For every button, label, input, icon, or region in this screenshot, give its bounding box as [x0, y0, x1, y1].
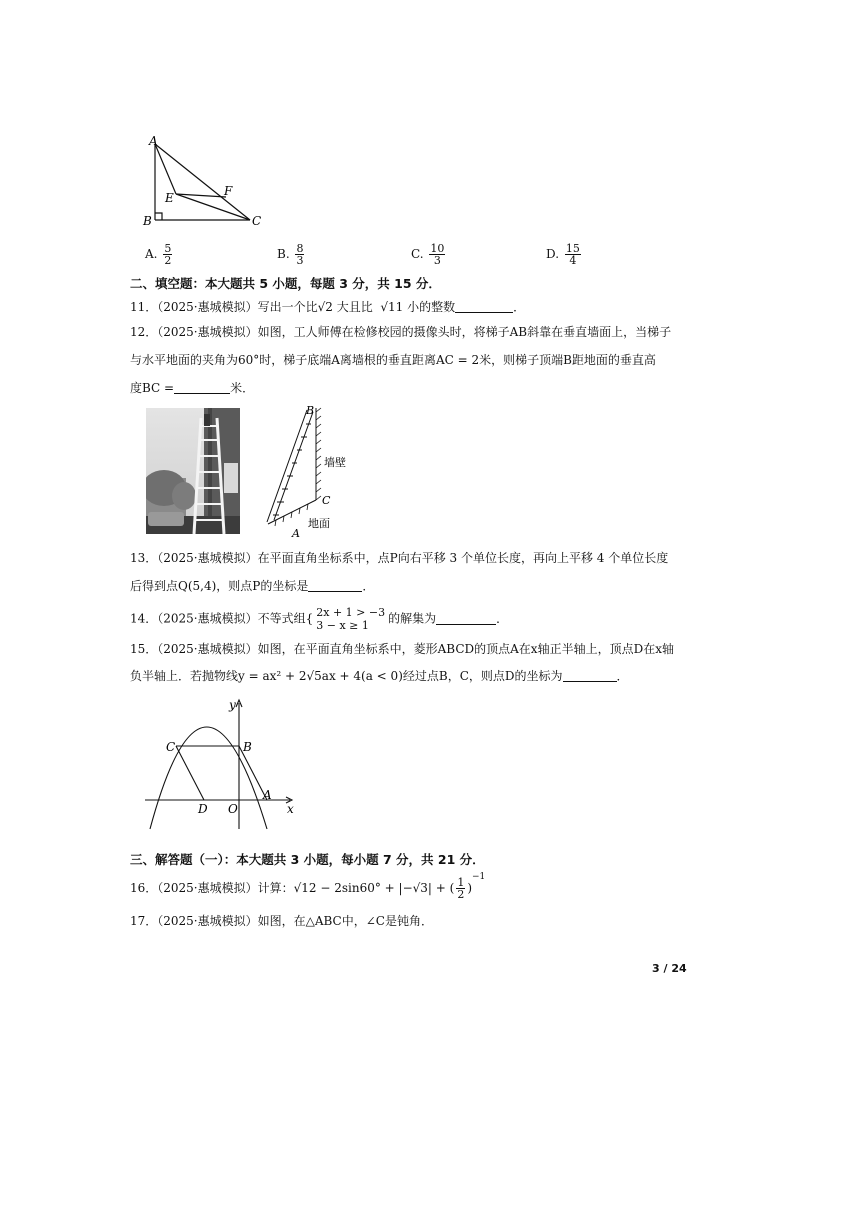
label-C: C — [252, 214, 262, 228]
question-13-line-1: 13．（2025·惠城模拟）在平面直角坐标系中，点P向右平移 3 个单位长度，再向上平移 4 个单位长度 — [130, 551, 669, 565]
answer-blank[interactable] — [563, 669, 617, 682]
question-17: 17．（2025·惠城模拟）如图，在△ABC中，∠C是钝角． — [130, 914, 433, 928]
label-F: F — [224, 184, 233, 198]
label-A: A — [149, 134, 158, 148]
answer-blank[interactable] — [436, 612, 496, 625]
axis-x-label: x — [287, 802, 294, 816]
label-C: C — [322, 494, 331, 507]
question-15-line-2: 负半轴上．若抛物线y = ax² + 2√5ax + 4(a < 0)经过点B，C，则点D的坐标为 ． — [130, 669, 629, 683]
fraction: $\frac{15}{4}$ — [565, 242, 580, 267]
label-B: B — [306, 404, 315, 417]
answer-blank[interactable] — [308, 579, 362, 592]
axis-y-label: y — [229, 698, 236, 712]
question-16: 16．（2025·惠城模拟）计算：√12 − 2sin60° + |−√3| + ( $\frac{1}{2}$ )$^{-1}$ — [130, 872, 486, 901]
ground-label: 地面 — [308, 517, 330, 530]
ladder-diagram — [262, 400, 372, 540]
page-number: 3 / 24 — [652, 962, 687, 975]
question-14: 14．（2025·惠城模拟）不等式组{ 2x + 1 > −3 3 − x ≥ 1 的解集为 ． — [130, 606, 509, 632]
label-D: D — [198, 802, 208, 816]
answer-blank[interactable] — [174, 381, 230, 394]
label-A: A — [292, 527, 300, 540]
fraction: $\frac{10}{3}$ — [430, 242, 445, 267]
fraction: $\frac{8}{3}$ — [296, 242, 304, 267]
question-12-line-2: 与水平地面的夹角为60°时，梯子底端A离墙根的垂直距离AC = 2米，则梯子顶端B距地面的垂直高 — [130, 353, 656, 367]
parabola-figure — [140, 695, 300, 835]
label-B: B — [143, 214, 152, 228]
triangle-figure — [138, 132, 268, 232]
question-13-line-2: 后得到点Q(5,4)，则点P的坐标是 ． — [130, 579, 375, 593]
label-C: C — [166, 740, 176, 754]
question-12-line-3: 度BC = 米． — [130, 381, 255, 395]
label-E: E — [165, 191, 174, 205]
question-11: 11．（2025·惠城模拟）写出一个比√2 大且比 √11 小的整数 ． — [130, 300, 526, 314]
inequality-system: 2x + 1 > −3 3 − x ≥ 1 — [316, 606, 386, 632]
section-3-title: 三、解答题（一）：本大题共 3 小题，每小题 7 分，共 21 分． — [130, 852, 485, 867]
ladder-photo — [146, 408, 240, 534]
wall-label: 墙壁 — [324, 456, 346, 469]
question-12-line-1: 12．（2025·惠城模拟）如图，工人师傅在检修校园的摄像头时，将梯子AB斜靠在垂直墙面上，当梯子 — [130, 325, 672, 339]
label-B: B — [243, 740, 252, 754]
option-d: D. $\frac{15}{4}$ — [546, 242, 580, 267]
option-c: C. $\frac{10}{3}$ — [411, 242, 445, 267]
label-O: O — [228, 802, 238, 816]
section-2-title: 二、填空题：本大题共 5 小题，每题 3 分，共 15 分． — [130, 276, 441, 291]
question-15-line-1: 15．（2025·惠城模拟）如图，在平面直角坐标系中，菱形ABCD的顶点A在x轴正半轴上，顶点D在x轴 — [130, 642, 674, 656]
option-a: A. $\frac{5}{2}$ — [145, 242, 172, 267]
fraction: $\frac{5}{2}$ — [164, 242, 172, 267]
option-b: B. $\frac{8}{3}$ — [277, 242, 304, 267]
fraction: $\frac{1}{2}$ — [457, 876, 465, 901]
answer-blank[interactable] — [455, 300, 513, 313]
label-A: A — [263, 788, 272, 802]
